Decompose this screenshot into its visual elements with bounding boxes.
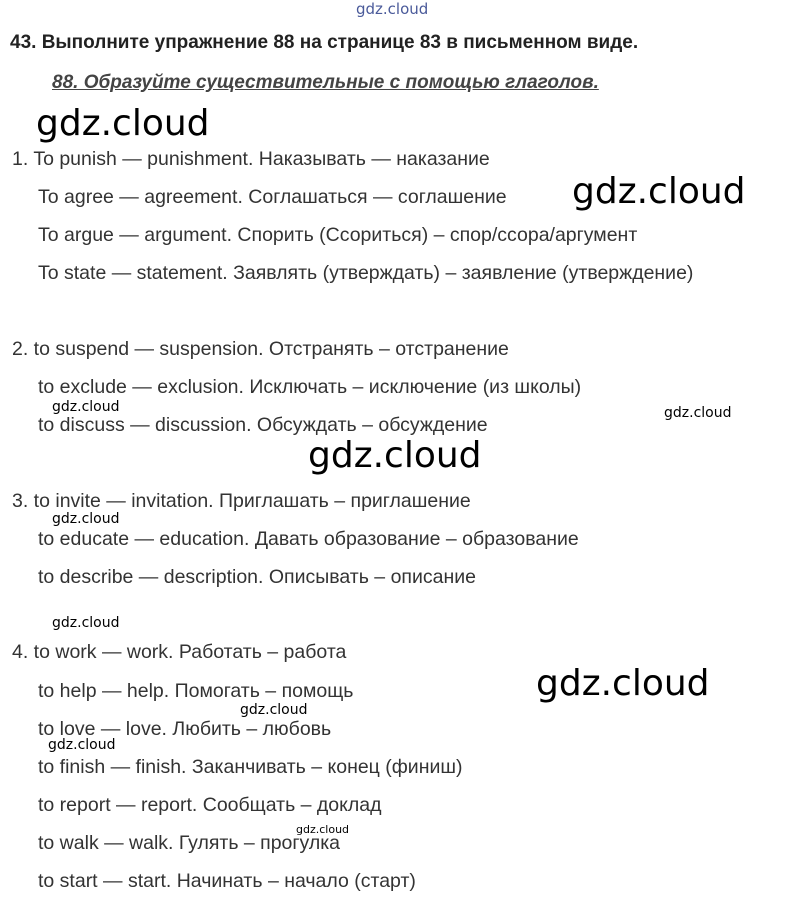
watermark-top[interactable]: gdz.cloud xyxy=(356,0,429,18)
answer-line: 4. to work — work. Работать – работа xyxy=(12,641,347,663)
watermark: gdz.cloud xyxy=(48,737,116,753)
watermark: gdz.cloud xyxy=(52,511,120,527)
watermark: gdz.cloud xyxy=(664,405,732,421)
watermark: gdz.cloud xyxy=(36,103,210,144)
answer-line: to educate — education. Давать образование – образование xyxy=(38,528,579,550)
answer-line: 3. to invite — invitation. Приглашать – приглашение xyxy=(12,490,471,512)
answer-line: to report — report. Сообщать – доклад xyxy=(38,794,382,816)
watermark: gdz.cloud xyxy=(572,171,746,212)
answer-line: To agree — agreement. Соглашаться — соглашение xyxy=(38,186,507,208)
watermark: gdz.cloud xyxy=(240,702,308,718)
answer-line: to start — start. Начинать – начало (старт) xyxy=(38,870,416,892)
watermark: gdz.cloud xyxy=(52,399,120,415)
watermark: gdz.cloud xyxy=(52,615,120,631)
answer-line: 2. to suspend — suspension. Отстранять – отстранение xyxy=(12,338,509,360)
answer-line: to describe — description. Описывать – описание xyxy=(38,566,476,588)
answer-line: To state — statement. Заявлять (утверждать) – заявление (утверждение) xyxy=(38,262,694,284)
answer-line: to finish — finish. Заканчивать – конец (финиш) xyxy=(38,756,463,778)
answer-line: to walk — walk. Гулять – прогулка xyxy=(38,832,341,854)
answer-line: to discuss — discussion. Обсуждать – обсуждение xyxy=(38,414,488,436)
exercise-title: 43. Выполните упражнение 88 на странице 83 в письменном виде. xyxy=(10,32,639,53)
answer-line: to help — help. Помогать – помощь xyxy=(38,680,354,702)
answer-line: To argue — argument. Спорить (Ссориться) – спор/ссора/аргумент xyxy=(38,224,638,246)
watermark: gdz.cloud xyxy=(536,663,710,704)
answer-line: 1. To punish — punishment. Наказывать — наказание xyxy=(12,148,490,170)
answer-line: to love — love. Любить – любовь xyxy=(38,718,332,740)
watermark: gdz.cloud xyxy=(308,435,482,476)
answer-line: to exclude — exclusion. Исключать – исключение (из школы) xyxy=(38,376,582,398)
exercise-subtitle: 88. Образуйте существительные с помощью глаголов. xyxy=(52,72,599,93)
watermark: gdz.cloud xyxy=(296,823,350,836)
